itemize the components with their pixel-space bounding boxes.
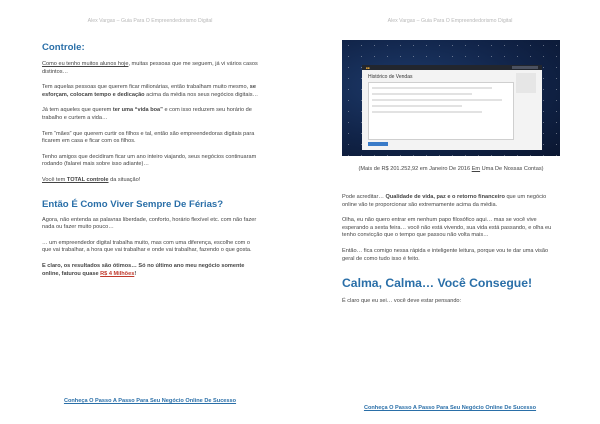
paragraph: Tem aquelas pessoas que querem ficar milionárias, então trabalham muito mesmo, se esforçam, colocam tempo e dedicação acima da média nos seus negócios digitais… — [42, 84, 259, 98]
right-page — [300, 0, 600, 424]
cta-link[interactable]: Conheça O Passo A Passo Para Seu Negócio Online De Sucesso — [63, 398, 237, 404]
section-heading-calma: Calma, Calma… Você Consegue! — [342, 276, 533, 291]
right-content — [342, 194, 560, 306]
paragraph: Você tem TOTAL controle da situação! — [42, 176, 141, 183]
table-row — [372, 105, 462, 107]
paragraph: Então… fica comigo nessa rápida e inteligente leitura, porque vou te dar uma visão geral de como tudo isso é feito. — [342, 247, 549, 262]
left-content — [42, 42, 260, 278]
paragraph-highlight: E claro, os resultados são ótimos… Só no último ano meu negócio somente online, faturou quase R$ 4 Milhões! — [42, 262, 245, 277]
paragraph: Tenho amigos que decidiram ficar um ano inteiro viajando, seus negócios continuaram rodando (falarei mais sobre isso adiante)… — [42, 153, 257, 168]
running-header: Alex Vargas – Guia Para O Empreendedorismo Digital — [87, 18, 213, 24]
screenshot-table — [368, 82, 514, 140]
paragraph: Olha, eu não quero entrar em nenhum papo filosófico aqui… mas se você vive esperando a sexta feira… você não está vivendo, sua vida está passando, e olha eu tenho convicção que o tempo que passou não volta mais… — [342, 217, 552, 239]
paragraph: … um empreendedor digital trabalha muito, mas com uma diferença, escolhe com o que vai trabalhar, a hora que vai trabalhar e onde vai trabalhar, fazendo o que gosta. — [42, 239, 252, 254]
table-row — [372, 87, 492, 89]
screenshot-panel — [362, 70, 542, 150]
screenshot-user-area — [512, 66, 538, 69]
paragraph: Como eu tenho muitos alunos hoje, muitas pessoas que me seguem, já vi vários casos distintos… — [42, 61, 258, 75]
table-row — [372, 99, 502, 101]
paragraph: Agora, não entenda as palavras liberdade, conforto, horário flexível etc. com não fazer nada ou fazer muito pouco… — [42, 216, 257, 231]
screenshot-logo: ■■ — [366, 66, 370, 70]
section-heading-controle: Controle: — [42, 42, 85, 53]
screenshot-title: Histórico de Vendas — [368, 74, 413, 80]
paragraph: Tem “mães” que querem curtir os filhos e tal, então são empreendedoras digitais para ficarem em casa e ficar com os filhos. — [42, 130, 255, 145]
sales-history-screenshot — [342, 40, 560, 156]
table-row — [372, 111, 482, 113]
screenshot-button — [368, 142, 388, 146]
table-row — [372, 93, 472, 95]
running-header: Alex Vargas – Guia Para O Empreendedorismo Digital — [387, 18, 513, 24]
cta-link[interactable]: Conheça O Passo A Passo Para Seu Negócio Online De Sucesso — [363, 405, 537, 411]
image-caption: (Mais de R$ 201.252,92 em Janeiro De 2016 Em Uma De Nossas Contas) — [358, 166, 544, 172]
section-heading-ferias: Então É Como Viver Sempre De Férias? — [42, 198, 224, 210]
paragraph: É claro que eu sei… você deve estar pensando: — [342, 298, 462, 305]
paragraph: Pode acreditar… Qualidade de vida, paz e o retorno financeiro que um negócio online vão te proporcionar são extremamente acima da média. — [342, 194, 547, 208]
paragraph: Já tem aqueles que querem ter uma “vida boa” e com isso reduzem seu horário de trabalho e curtem a vida… — [42, 107, 252, 121]
screenshot-side-box — [516, 73, 536, 93]
